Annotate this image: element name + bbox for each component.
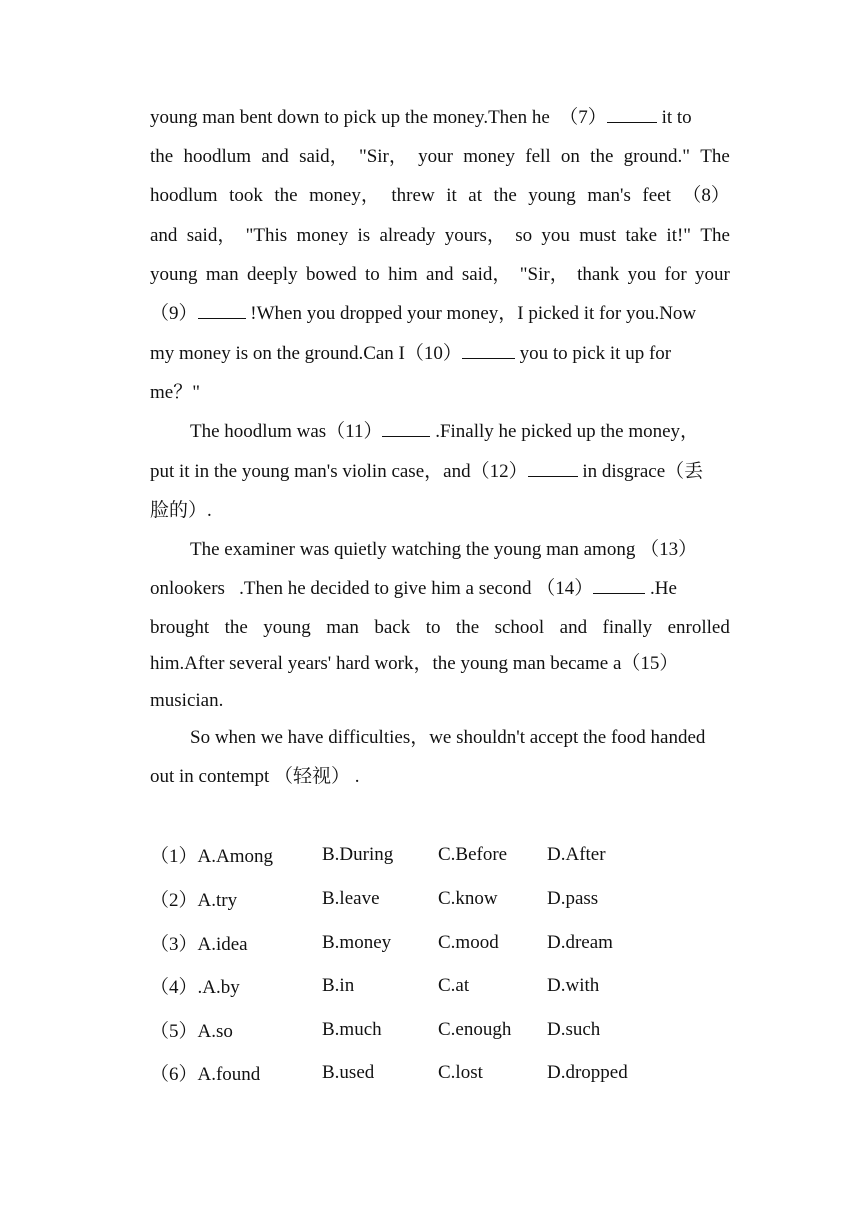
answer-blank-9[interactable]	[198, 318, 246, 319]
word: and	[426, 264, 454, 285]
passage-line	[150, 146, 730, 168]
word: bowed	[305, 264, 357, 285]
word: finally	[602, 617, 653, 638]
word: it	[446, 185, 457, 206]
passage-line	[150, 185, 730, 207]
option-choice[interactable]: B.used	[322, 1062, 375, 1083]
word: the	[493, 185, 517, 206]
word: must	[579, 225, 617, 246]
passage-line	[150, 264, 730, 286]
word: "Sir，	[519, 264, 569, 285]
option-row	[150, 975, 710, 999]
word: man	[205, 264, 239, 285]
text: put it in the young man's violin case，and（12）	[150, 461, 528, 482]
option-choice[interactable]: （6）A.found	[150, 1064, 261, 1085]
passage-line: 脸的）.	[150, 500, 212, 521]
word: feet	[642, 185, 671, 206]
passage-line: him.After several years' hard work，the young man became a（15）	[150, 653, 679, 674]
word: back	[374, 617, 411, 638]
word: enrolled	[667, 617, 730, 638]
option-choice[interactable]: D.pass	[547, 888, 599, 909]
word: you	[541, 225, 570, 246]
word: thank	[577, 264, 620, 285]
word: to	[364, 264, 380, 285]
option-row	[150, 844, 710, 868]
word: on	[560, 146, 580, 167]
text: !When you dropped your money，I picked it for you.Now	[245, 303, 697, 324]
word: the	[590, 146, 614, 167]
answer-blank-11[interactable]	[382, 436, 430, 437]
word: young	[150, 264, 198, 285]
option-choice[interactable]: C.know	[438, 888, 498, 909]
text: in disgrace（丢	[577, 461, 704, 482]
passage-line	[190, 421, 730, 443]
word: and	[150, 225, 178, 246]
option-choice[interactable]: B.in	[322, 975, 355, 996]
passage-line	[150, 617, 730, 639]
option-choice[interactable]: （4）.A.by	[150, 977, 240, 998]
word: him	[388, 264, 418, 285]
option-choice[interactable]: C.at	[438, 975, 470, 996]
word: the	[224, 617, 248, 638]
word: it!"	[666, 225, 692, 246]
word: to	[425, 617, 441, 638]
answer-blank-10[interactable]	[462, 358, 515, 359]
text: my money is on the ground.Can I（10）	[150, 343, 462, 364]
word: "This	[245, 225, 288, 246]
option-choice[interactable]: D.dropped	[547, 1062, 628, 1083]
word: so	[515, 225, 533, 246]
option-choice[interactable]: B.much	[322, 1019, 382, 1040]
word: brought	[150, 617, 210, 638]
word: young	[528, 185, 576, 206]
word: and	[559, 617, 588, 638]
option-choice[interactable]: D.with	[547, 975, 600, 996]
word: said，	[186, 225, 237, 246]
option-row	[150, 888, 710, 912]
word: already	[379, 225, 436, 246]
text: it to	[656, 107, 692, 128]
word: said，	[461, 264, 512, 285]
word: is	[357, 225, 371, 246]
option-choice[interactable]: C.lost	[438, 1062, 483, 1083]
option-row	[150, 1019, 710, 1043]
word: ground."	[623, 146, 691, 167]
word: school	[494, 617, 545, 638]
option-choice[interactable]: C.mood	[438, 932, 499, 953]
option-row	[150, 932, 710, 956]
answer-blank-12[interactable]	[528, 476, 578, 477]
passage-line: musician.	[150, 690, 224, 711]
passage-line: out in contempt （轻视） .	[150, 766, 360, 787]
option-choice[interactable]: D.After	[547, 844, 606, 865]
word: at	[468, 185, 483, 206]
word: took	[229, 185, 263, 206]
word: hoodlum	[150, 185, 218, 206]
answer-blank-7[interactable]	[607, 122, 657, 123]
word: money	[296, 225, 349, 246]
word: for	[664, 264, 687, 285]
passage-line: So when we have difficulties，we shouldn't accept the food handed	[190, 727, 706, 748]
word: fell	[525, 146, 551, 167]
text: The hoodlum was（11）	[190, 421, 383, 442]
word: the	[274, 185, 298, 206]
word: The	[700, 225, 730, 246]
word: the	[455, 617, 480, 638]
option-choice[interactable]: （1）A.Among	[150, 846, 273, 867]
option-choice[interactable]: B.During	[322, 844, 394, 865]
answer-blank-14[interactable]	[593, 593, 645, 594]
option-row	[150, 1062, 710, 1086]
text: young man bent down to pick up the money.Then he （7）	[150, 107, 607, 128]
passage-line	[150, 578, 730, 600]
text: （9）	[150, 303, 198, 324]
word: hoodlum	[183, 146, 252, 167]
word: （8）	[682, 185, 730, 206]
passage-line	[150, 303, 730, 325]
option-choice[interactable]: B.money	[322, 932, 392, 953]
option-choice[interactable]: D.dream	[547, 932, 613, 953]
word: your	[418, 146, 453, 167]
word: money，	[309, 185, 380, 206]
passage-line	[150, 107, 730, 129]
option-choice[interactable]: C.enough	[438, 1019, 512, 1040]
passage-line: me？"	[150, 382, 200, 403]
option-choice[interactable]: （5）A.so	[150, 1021, 233, 1042]
word: young	[263, 617, 311, 638]
word: the	[150, 146, 174, 167]
option-choice[interactable]: B.leave	[322, 888, 380, 909]
word: man's	[587, 185, 631, 206]
text: you to pick it up for	[514, 343, 672, 364]
word: The	[700, 146, 730, 167]
passage-line	[150, 461, 730, 483]
option-choice[interactable]: （2）A.try	[150, 890, 238, 911]
text: onlookers .Then he decided to give him a second （14）	[150, 578, 594, 599]
passage-line: The examiner was quietly watching the young man among （13）	[190, 539, 698, 560]
word: you	[627, 264, 657, 285]
option-choice[interactable]: D.such	[547, 1019, 601, 1040]
passage-line	[150, 343, 730, 365]
word: deeply	[246, 264, 298, 285]
text: .Finally he picked up the money，	[430, 421, 700, 442]
word: man	[326, 617, 359, 638]
word: "Sir，	[358, 146, 408, 167]
word: said，	[299, 146, 349, 167]
word: money	[463, 146, 515, 167]
word: your	[695, 264, 730, 285]
option-choice[interactable]: C.Before	[438, 844, 508, 865]
word: and	[261, 146, 289, 167]
passage-line	[150, 225, 730, 247]
word: yours，	[444, 225, 506, 246]
word: take	[625, 225, 658, 246]
word: threw	[391, 185, 435, 206]
option-choice[interactable]: （3）A.idea	[150, 934, 248, 955]
text: .He	[645, 578, 677, 599]
